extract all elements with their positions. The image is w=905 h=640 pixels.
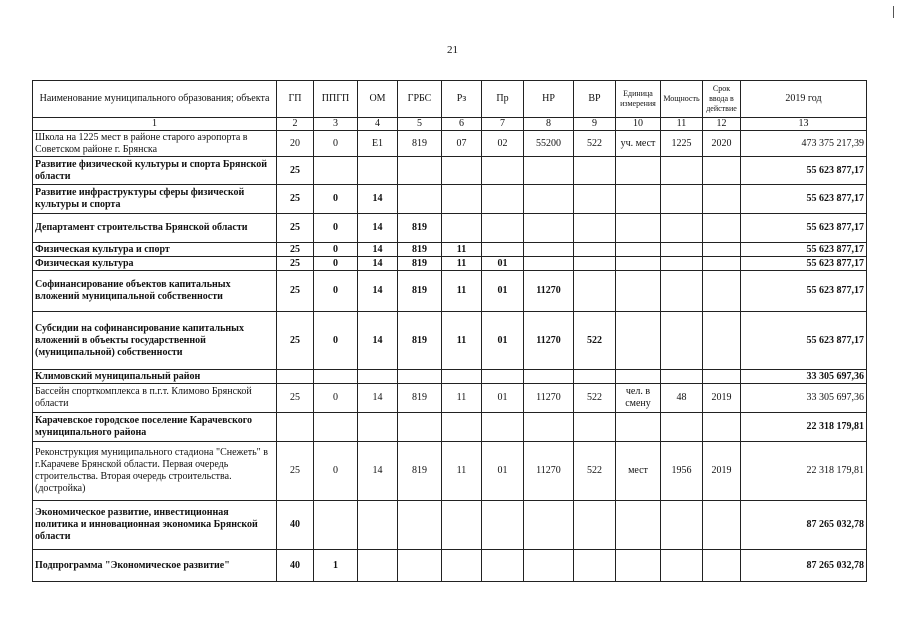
budget-table — [32, 80, 867, 582]
cell-capacity — [661, 243, 703, 257]
cell-vr — [574, 550, 616, 582]
cell-amount: 55 623 877,17 — [741, 271, 867, 312]
header-nr: НР — [524, 81, 574, 118]
cell-ppgp: 0 — [314, 243, 358, 257]
cell-amount: 33 305 697,36 — [741, 384, 867, 413]
cell-rz: 11 — [442, 243, 482, 257]
cell-unit — [616, 214, 661, 243]
cell-term — [703, 312, 741, 370]
column-number: 13 — [741, 118, 867, 131]
cell-vr — [574, 501, 616, 550]
cell-pr: 01 — [482, 384, 524, 413]
cell-ppgp: 0 — [314, 312, 358, 370]
cell-om — [358, 550, 398, 582]
cell-term — [703, 185, 741, 214]
cell-vr — [574, 257, 616, 271]
cell-om — [358, 413, 398, 442]
column-number: 2 — [277, 118, 314, 131]
cell-name: Департамент строительства Брянской области — [33, 214, 277, 243]
cell-unit — [616, 312, 661, 370]
table-row — [33, 243, 867, 257]
cell-rz — [442, 413, 482, 442]
cell-ppgp: 0 — [314, 442, 358, 501]
cell-amount: 55 623 877,17 — [741, 185, 867, 214]
cell-om: 14 — [358, 312, 398, 370]
header-om: ОМ — [358, 81, 398, 118]
cell-unit: чел. в смену — [616, 384, 661, 413]
header-pr: Пр — [482, 81, 524, 118]
cell-name: Развитие инфраструктуры сферы физической культуры и спорта — [33, 185, 277, 214]
cell-grbs: 819 — [398, 257, 442, 271]
cell-unit — [616, 157, 661, 185]
cell-grbs — [398, 413, 442, 442]
cell-name: Реконструкция муниципального стадиона "Снежеть" в г.Карачеве Брянской области. Первая очередь строительства. Вторая очередь строительства. (достройка) — [33, 442, 277, 501]
cell-ppgp — [314, 157, 358, 185]
table-row — [33, 271, 867, 312]
header-amount: 2019 год — [741, 81, 867, 118]
cell-name: Подпрограмма "Экономическое развитие" — [33, 550, 277, 582]
column-number: 10 — [616, 118, 661, 131]
cell-rz: 07 — [442, 131, 482, 157]
table-row — [33, 312, 867, 370]
cell-grbs — [398, 501, 442, 550]
cell-capacity: 48 — [661, 384, 703, 413]
cell-name: Развитие физической культуры и спорта Брянской области — [33, 157, 277, 185]
column-number: 12 — [703, 118, 741, 131]
cell-pr — [482, 185, 524, 214]
cell-grbs: 819 — [398, 384, 442, 413]
cell-amount: 33 305 697,36 — [741, 370, 867, 384]
cell-capacity — [661, 214, 703, 243]
cell-pr — [482, 501, 524, 550]
table-row — [33, 442, 867, 501]
cell-term — [703, 243, 741, 257]
cell-pr: 01 — [482, 271, 524, 312]
cell-gp: 25 — [277, 257, 314, 271]
cell-ppgp: 0 — [314, 257, 358, 271]
cell-capacity — [661, 413, 703, 442]
cell-ppgp: 0 — [314, 131, 358, 157]
table-row — [33, 214, 867, 243]
cell-om: 14 — [358, 257, 398, 271]
cell-ppgp: 1 — [314, 550, 358, 582]
cell-name: Школа на 1225 мест в районе старого аэропорта в Советском районе г. Брянска — [33, 131, 277, 157]
cell-name: Софинансирование объектов капитальных вложений муниципальной собственности — [33, 271, 277, 312]
header-capacity: Мощность — [661, 81, 703, 118]
cell-amount: 22 318 179,81 — [741, 442, 867, 501]
cell-nr — [524, 185, 574, 214]
table-row — [33, 550, 867, 582]
cell-nr: 11270 — [524, 384, 574, 413]
cell-unit: уч. мест — [616, 131, 661, 157]
cell-ppgp: 0 — [314, 271, 358, 312]
cell-vr: 522 — [574, 442, 616, 501]
cell-capacity — [661, 185, 703, 214]
cell-pr — [482, 413, 524, 442]
cell-gp: 20 — [277, 131, 314, 157]
table-row — [33, 257, 867, 271]
column-number: 4 — [358, 118, 398, 131]
cell-amount: 473 375 217,39 — [741, 131, 867, 157]
cell-unit — [616, 501, 661, 550]
cell-vr — [574, 370, 616, 384]
cell-term — [703, 370, 741, 384]
cell-ppgp: 0 — [314, 185, 358, 214]
cell-nr — [524, 243, 574, 257]
cell-grbs: 819 — [398, 243, 442, 257]
cell-om: Е1 — [358, 131, 398, 157]
cell-term — [703, 550, 741, 582]
cell-nr: 55200 — [524, 131, 574, 157]
cell-ppgp — [314, 413, 358, 442]
cell-term — [703, 271, 741, 312]
cell-unit — [616, 185, 661, 214]
cell-grbs: 819 — [398, 271, 442, 312]
cell-gp: 25 — [277, 243, 314, 257]
column-number: 8 — [524, 118, 574, 131]
cell-name: Экономическое развитие, инвестиционная политика и инновационная экономика Брянской области — [33, 501, 277, 550]
cell-om — [358, 370, 398, 384]
cell-pr: 01 — [482, 312, 524, 370]
cell-pr — [482, 370, 524, 384]
cell-ppgp — [314, 370, 358, 384]
cell-name: Климовский муниципальный район — [33, 370, 277, 384]
cell-unit — [616, 370, 661, 384]
page-number: 21 — [447, 44, 458, 56]
cell-amount: 87 265 032,78 — [741, 501, 867, 550]
cell-ppgp: 0 — [314, 214, 358, 243]
cell-grbs — [398, 157, 442, 185]
cell-rz — [442, 501, 482, 550]
cell-unit — [616, 257, 661, 271]
cell-grbs: 819 — [398, 312, 442, 370]
cell-pr: 02 — [482, 131, 524, 157]
cell-nr — [524, 214, 574, 243]
column-number: 3 — [314, 118, 358, 131]
cell-om: 14 — [358, 214, 398, 243]
cell-rz: 11 — [442, 312, 482, 370]
header-gp: ГП — [277, 81, 314, 118]
cell-term — [703, 413, 741, 442]
column-number: 11 — [661, 118, 703, 131]
column-number: 5 — [398, 118, 442, 131]
cell-rz — [442, 550, 482, 582]
cell-capacity: 1225 — [661, 131, 703, 157]
cell-nr: 11270 — [524, 312, 574, 370]
cell-rz: 11 — [442, 257, 482, 271]
cell-gp — [277, 370, 314, 384]
cell-rz — [442, 157, 482, 185]
cell-name: Карачевское городское поселение Карачевского муниципального района — [33, 413, 277, 442]
cell-unit — [616, 550, 661, 582]
cell-grbs — [398, 550, 442, 582]
header-row — [33, 81, 867, 118]
cell-name: Физическая культура и спорт — [33, 243, 277, 257]
cell-amount: 55 623 877,17 — [741, 312, 867, 370]
cell-pr — [482, 157, 524, 185]
cell-nr — [524, 157, 574, 185]
cell-pr: 01 — [482, 442, 524, 501]
cell-pr: 01 — [482, 257, 524, 271]
cell-nr — [524, 550, 574, 582]
cell-amount: 55 623 877,17 — [741, 157, 867, 185]
cell-om: 14 — [358, 442, 398, 501]
cell-vr: 522 — [574, 312, 616, 370]
cell-gp: 25 — [277, 442, 314, 501]
header-vr: ВР — [574, 81, 616, 118]
cell-term: 2019 — [703, 442, 741, 501]
cell-om — [358, 157, 398, 185]
cell-amount: 55 623 877,17 — [741, 214, 867, 243]
cell-gp: 25 — [277, 157, 314, 185]
column-number: 9 — [574, 118, 616, 131]
table-row — [33, 157, 867, 185]
cell-rz: 11 — [442, 442, 482, 501]
cell-gp: 25 — [277, 214, 314, 243]
cell-om: 14 — [358, 384, 398, 413]
cell-gp: 25 — [277, 185, 314, 214]
cell-capacity — [661, 370, 703, 384]
cell-term: 2019 — [703, 384, 741, 413]
cell-vr — [574, 271, 616, 312]
table-row — [33, 370, 867, 384]
column-number: 7 — [482, 118, 524, 131]
cell-term — [703, 214, 741, 243]
cell-pr — [482, 550, 524, 582]
cell-grbs — [398, 370, 442, 384]
cell-capacity — [661, 501, 703, 550]
cell-amount: 55 623 877,17 — [741, 257, 867, 271]
cell-nr — [524, 413, 574, 442]
cell-pr — [482, 243, 524, 257]
cell-nr — [524, 370, 574, 384]
cell-vr — [574, 157, 616, 185]
header-term: Срок ввода в действие — [703, 81, 741, 118]
cell-capacity — [661, 271, 703, 312]
cell-rz — [442, 214, 482, 243]
cell-vr: 522 — [574, 384, 616, 413]
cell-vr — [574, 214, 616, 243]
table-row — [33, 131, 867, 157]
header-ppgp: ППГП — [314, 81, 358, 118]
column-number: 1 — [33, 118, 277, 131]
cell-term: 2020 — [703, 131, 741, 157]
cell-rz: 11 — [442, 271, 482, 312]
cell-gp: 25 — [277, 384, 314, 413]
cell-term — [703, 157, 741, 185]
table-row — [33, 413, 867, 442]
cell-grbs: 819 — [398, 214, 442, 243]
cell-term — [703, 501, 741, 550]
cell-unit — [616, 271, 661, 312]
table-row — [33, 185, 867, 214]
header-name: Наименование муниципального образования; объекта — [33, 81, 277, 118]
cell-gp: 40 — [277, 501, 314, 550]
cell-grbs: 819 — [398, 131, 442, 157]
cell-name: Субсидии на софинансирование капитальных вложений в объекты государственной (муниципальной) собственности — [33, 312, 277, 370]
cell-pr — [482, 214, 524, 243]
cell-vr — [574, 243, 616, 257]
cell-om: 14 — [358, 243, 398, 257]
cell-vr — [574, 185, 616, 214]
corner-mark — [893, 6, 894, 18]
cell-om: 14 — [358, 185, 398, 214]
cell-capacity — [661, 312, 703, 370]
cell-rz: 11 — [442, 384, 482, 413]
cell-term — [703, 257, 741, 271]
cell-grbs — [398, 185, 442, 214]
cell-unit: мест — [616, 442, 661, 501]
cell-unit — [616, 413, 661, 442]
cell-nr — [524, 257, 574, 271]
cell-gp: 40 — [277, 550, 314, 582]
cell-grbs: 819 — [398, 442, 442, 501]
cell-unit — [616, 243, 661, 257]
table-row — [33, 501, 867, 550]
cell-amount: 87 265 032,78 — [741, 550, 867, 582]
cell-capacity — [661, 157, 703, 185]
cell-nr: 11270 — [524, 442, 574, 501]
header-rz: Рз — [442, 81, 482, 118]
table-row — [33, 384, 867, 413]
cell-om — [358, 501, 398, 550]
cell-ppgp: 0 — [314, 384, 358, 413]
column-number: 6 — [442, 118, 482, 131]
cell-gp — [277, 413, 314, 442]
cell-vr — [574, 413, 616, 442]
cell-rz — [442, 185, 482, 214]
column-numbers-row — [33, 118, 867, 131]
header-grbs: ГРБС — [398, 81, 442, 118]
cell-gp: 25 — [277, 271, 314, 312]
cell-nr: 11270 — [524, 271, 574, 312]
cell-amount: 55 623 877,17 — [741, 243, 867, 257]
header-unit: Единица измерения — [616, 81, 661, 118]
cell-amount: 22 318 179,81 — [741, 413, 867, 442]
cell-vr: 522 — [574, 131, 616, 157]
cell-rz — [442, 370, 482, 384]
cell-capacity — [661, 550, 703, 582]
cell-ppgp — [314, 501, 358, 550]
cell-nr — [524, 501, 574, 550]
cell-name: Бассейн спорткомплекса в п.г.т. Климово Брянской области — [33, 384, 277, 413]
cell-om: 14 — [358, 271, 398, 312]
cell-capacity: 1956 — [661, 442, 703, 501]
cell-name: Физическая культура — [33, 257, 277, 271]
cell-gp: 25 — [277, 312, 314, 370]
cell-capacity — [661, 257, 703, 271]
